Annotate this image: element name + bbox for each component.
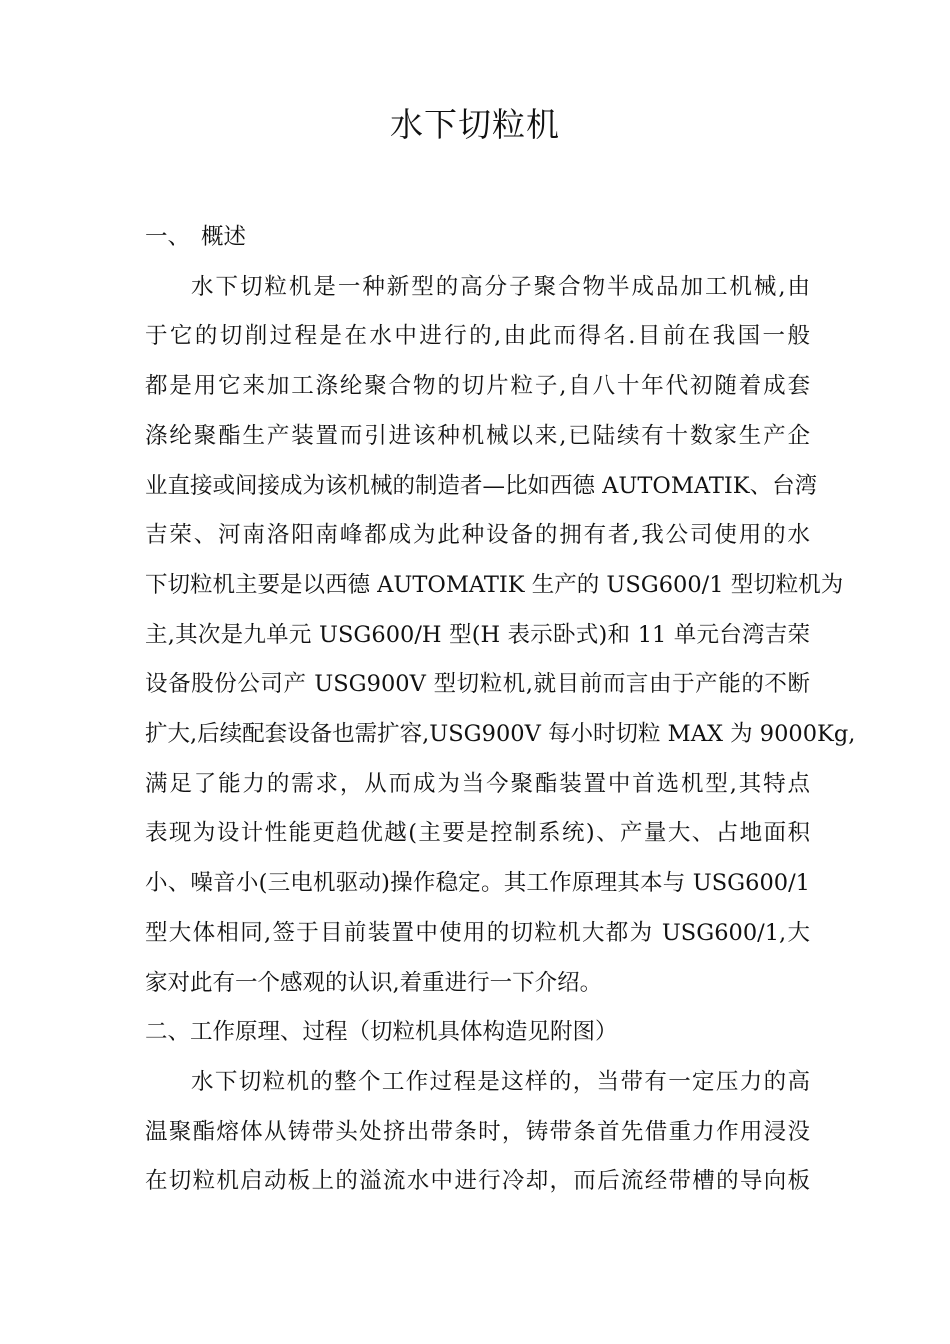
- text-line: 业直接或间接成为该机械的制造者—比如西德 AUTOMATIK、台湾: [145, 472, 818, 499]
- text-line: 都是用它来加工涤纶聚合物的切片粒子,自八十年代初随着成套: [145, 373, 810, 400]
- section-heading-principle: 二、工作原理、过程（切粒机具体构造见附图）: [145, 1019, 618, 1046]
- document-body: [145, 213, 856, 1207]
- text-line: 吉荣、河南洛阳南峰都成为此种设备的拥有者,我公司使用的水: [145, 522, 810, 549]
- text-line: 小、噪音小(三电机驱动)操作稳定。其工作原理其本与 USG600/1: [145, 870, 810, 897]
- text-line: 表现为设计性能更趋优越(主要是控制系统)、产量大、占地面积: [145, 820, 810, 847]
- section-number: 一、: [145, 224, 191, 250]
- text-line: 水下切粒机是一种新型的高分子聚合物半成品加工机械,由: [191, 273, 810, 300]
- text-line: 温聚酯熔体从铸带头处挤出带条时，铸带条首先借重力作用浸没: [145, 1118, 810, 1145]
- text-line: 水下切粒机的整个工作过程是这样的，当带有一定压力的高: [191, 1068, 810, 1095]
- overview-paragraph: [145, 263, 856, 1009]
- text-line: 于它的切削过程是在水中进行的,由此而得名.目前在我国一般: [145, 323, 810, 350]
- text-line: 设备股份公司产 USG900V 型切粒机,就目前而言由于产能的不断: [145, 671, 810, 698]
- text-line: 涤纶聚酯生产装置而引进该种机械以来,已陆续有十数家生产企: [145, 422, 810, 449]
- text-line: 型大体相同,签于目前装置中使用的切粒机大都为 USG600/1,大: [145, 919, 810, 946]
- text-line: 满足了能力的需求，从而成为当今聚酯装置中首选机型,其特点: [145, 770, 810, 797]
- document-title: 水下切粒机: [390, 105, 560, 144]
- principle-paragraph: [145, 1058, 810, 1207]
- text-line: 家对此有一个感观的认识,着重进行一下介绍。: [145, 969, 603, 996]
- text-line: 扩大,后续配套设备也需扩容,USG900V 每小时切粒 MAX 为 9000Kg,: [145, 721, 856, 748]
- section-heading-overview: [145, 213, 810, 263]
- text-line: 在切粒机启动板上的溢流水中进行冷却，而后流经带槽的导向板: [145, 1168, 810, 1195]
- text-line: 下切粒机主要是以西德 AUTOMATIK 生产的 USG600/1 型切粒机为: [145, 571, 844, 598]
- text-line: 主,其次是九单元 USG600/H 型(H 表示卧式)和 11 单元台湾吉荣: [145, 621, 810, 648]
- section-title: 概述: [201, 224, 247, 250]
